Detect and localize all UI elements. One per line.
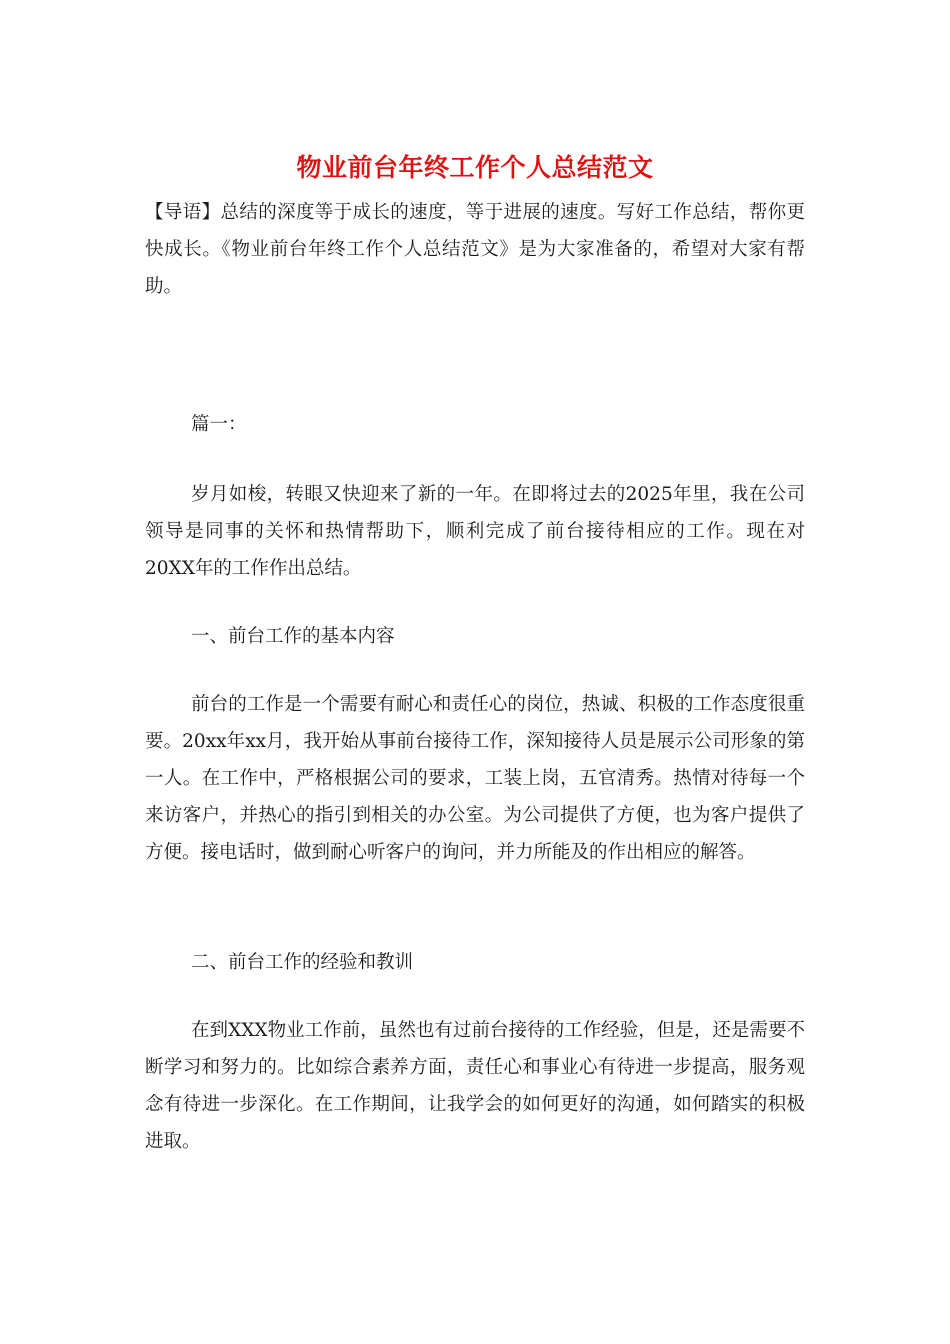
section-heading-basic-content: 一、前台工作的基本内容 xyxy=(191,626,395,647)
body-paragraph-experience: 在到XXX物业工作前，虽然也有过前台接待的工作经验，但是，还是需要不断学习和努力的。比如综合素养方面，责任心和事业心有待进一步提高，服务观念有待进一步深化。在工作期间，让我学会的如何更好的沟通，如何踏实的积极进取。 xyxy=(145,1020,805,1152)
intro-paragraph: 【导语】总结的深度等于成长的速度，等于进展的速度。写好工作总结，帮你更快成长。《物业前台年终工作个人总结范文》是为大家准备的，希望对大家有帮助。 xyxy=(145,202,805,297)
body-paragraph-opening: 岁月如梭，转眼又快迎来了新的一年。在即将过去的2025年里，我在公司领导是同事的关怀和热情帮助下，顺利完成了前台接待相应的工作。现在对20XX年的工作作出总结。 xyxy=(145,484,805,579)
body-paragraph-basic-content: 前台的工作是一个需要有耐心和责任心的岗位，热诚、积极的工作态度很重要。20xx年xx月，我开始从事前台接待工作，深知接待人员是展示公司形象的第一人。在工作中，严格根据公司的要求，工装上岗，五官清秀。热情对待每一个来访客户，并热心的指引到相关的办公室。为公司提供了方便，也为客户提供了方便。接电话时，做到耐心听客户的询问，并力所能及的作出相应的解答。 xyxy=(145,694,805,863)
document-title: 物业前台年终工作个人总结范文 xyxy=(296,153,654,182)
section-label-part-one: 篇一： xyxy=(191,414,247,435)
section-heading-experience: 二、前台工作的经验和教训 xyxy=(191,952,414,973)
